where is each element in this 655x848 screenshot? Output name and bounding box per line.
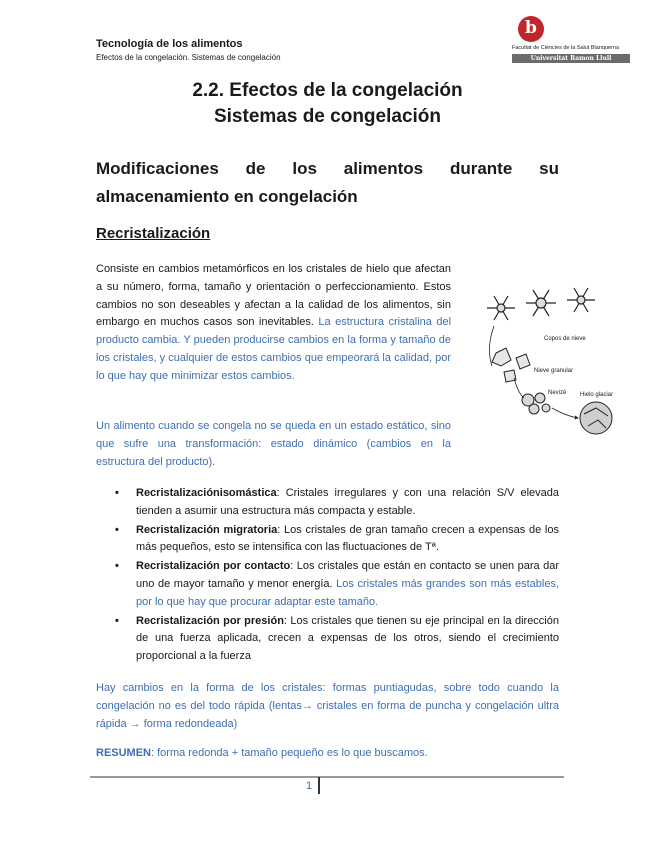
ice-crystal-figure (456, 268, 626, 448)
list-item-term: Recristalización por presión (136, 614, 284, 627)
summary (96, 745, 559, 763)
list-item-text: : Los cristales que están en contacto se unen para dar uno de mayor tamaño y menor energía. (136, 560, 559, 590)
section-heading (96, 159, 559, 179)
heading-word: Modificaciones (96, 159, 219, 178)
list-item (96, 522, 559, 558)
subsection-heading: Recristalización (96, 225, 211, 242)
snowflake-icon (487, 288, 595, 320)
page-number-bar (318, 777, 320, 794)
heading-word: durante (449, 159, 513, 178)
firn-icon (522, 393, 550, 414)
list-item (96, 558, 559, 611)
paragraph-dynamic-state: Un alimento cuando se congela no se queda en un estado estático, sino que sufre una transformación: estado dinámico (cambios en la estructura del producto). (96, 420, 451, 468)
header-subtitle: Efectos de la congelación. Sistemas de congelación (96, 53, 281, 62)
page-number: 1 (306, 780, 313, 792)
section-heading-line2: almacenamiento en congelación (96, 187, 358, 206)
university-logo (512, 16, 640, 63)
list-item-term: Recristalización por contacto (136, 560, 291, 573)
figure-label: Nevizé (548, 390, 567, 396)
logo-faculty-text: Facultat de Ciències de la Salut Blanquerna (512, 45, 620, 51)
logo-mark-icon: b (518, 16, 544, 42)
paragraph-text: Consiste en cambios metamórficos en los cristales de hielo que afectan a su número, forma, tamaño y orientación o perfeccionamiento. Estos cambios no son deseables y afectan a la calidad de los alimentos, sin embargo en muchos casos son inevitables. (96, 263, 451, 329)
paragraph-crystal-shapes: Hay cambios en la forma de los cristales: formas puntiagudas, sobre todo cuando la congelación no es del todo rápida (lentas→ cristales en forma de puncha y congelación ultra rápida → forma redondeada) (96, 682, 559, 730)
list-item-highlight: Los cristales más grandes son más estables, por lo que hay que procurar adaptar este tamaño. (136, 577, 559, 608)
list-item (96, 485, 559, 521)
figure-label: Hielo glaciar (580, 392, 614, 398)
list-item-term: Recristalización migratoria (136, 523, 278, 536)
footer-divider (90, 776, 564, 778)
paragraph-highlight: La estructura cristalina del producto cambia. Y pueden producirse cambios en la forma y tamaño de los cristales, y cualquier de estos cambios que empeorará la calidad, por lo que hay que minimizar estos cambios. (96, 316, 452, 382)
heading-word: de (245, 159, 266, 178)
list-item-text: : Los cristales que tienen su eje principal en la dirección de una fuerza aplicada, crecen a expensas de los otros, siendo el crecimiento proporcional a la fuerza (136, 614, 559, 663)
heading-word: alimentos (343, 159, 424, 178)
list-item-text: : Los cristales de gran tamaño crecen a expensas de los más pequeños, esto se intensifica con las fluctuaciones de Tª. (136, 523, 559, 554)
logo-university-text: Universitat Ramon Llull (512, 54, 630, 63)
granular-snow-icon (492, 348, 530, 382)
glacier-ice-icon (580, 402, 612, 434)
list-item-text: : Cristales irregulares y con una relación S/V elevada tienden a asumir una estructura más compacta y estable. (136, 487, 559, 517)
summary-text: : forma redonda + tamaño pequeño es lo que buscamos. (151, 747, 428, 759)
header-course: Tecnología de los alimentos (96, 38, 243, 50)
list-item-term: Recristalizaciónisomástica (136, 487, 277, 499)
list-item (96, 613, 559, 666)
recrystallization-types-list (96, 485, 559, 667)
figure-label: Copos de nieve (544, 336, 586, 342)
page-title-line2: Sistemas de congelación (213, 106, 442, 127)
heading-word: los (292, 159, 317, 178)
figure-label: Nieve granular (534, 368, 574, 374)
heading-word: su (539, 159, 559, 178)
page-title: 2.2. Efectos de la congelación (192, 80, 463, 101)
summary-label: RESUMEN (96, 747, 152, 759)
paragraph-definition (96, 261, 451, 386)
